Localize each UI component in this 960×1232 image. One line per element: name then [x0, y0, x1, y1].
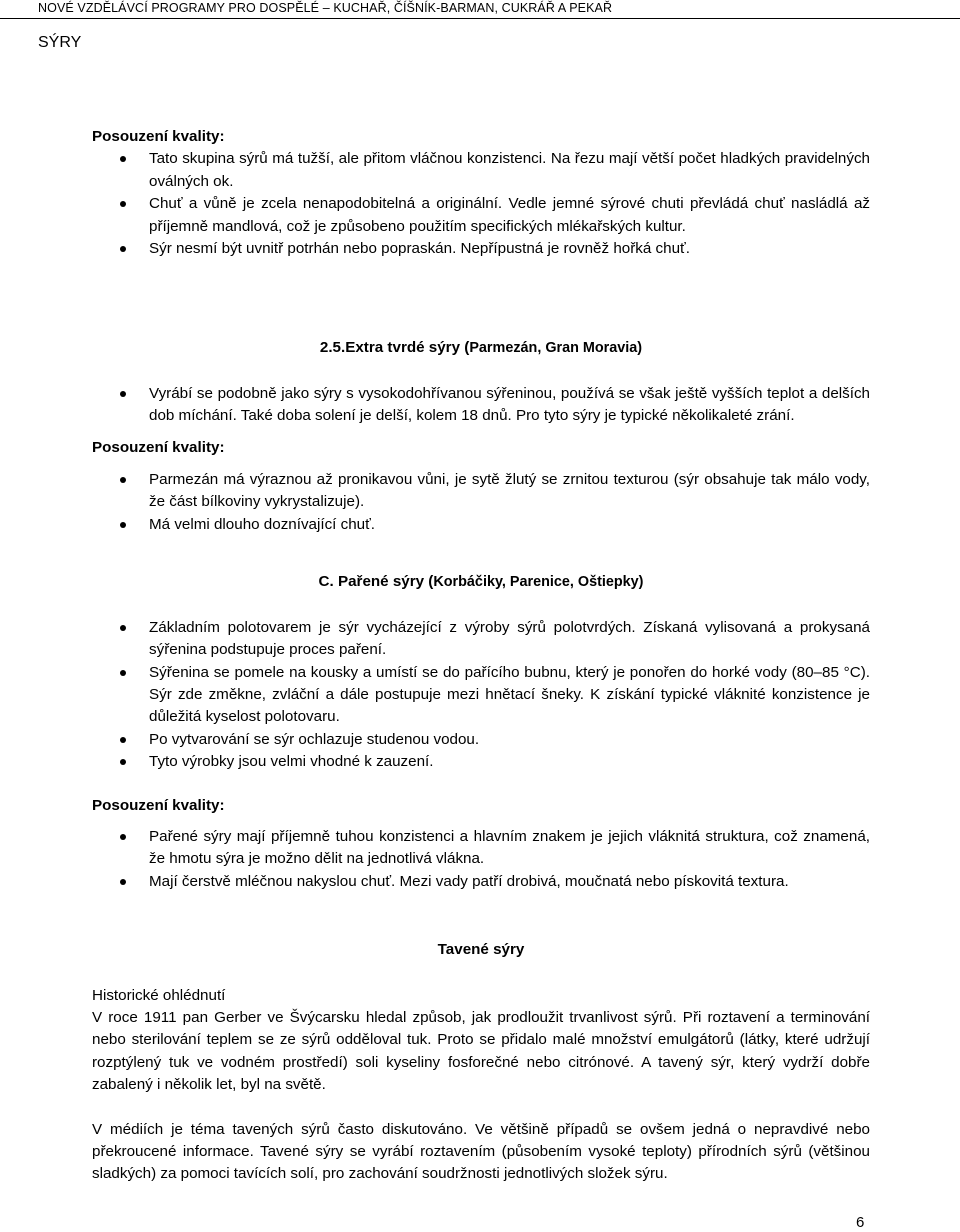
quality-list — [92, 826, 870, 893]
running-header: NOVÉ VZDĚLÁVCÍ PROGRAMY PRO DOSPĚLÉ – KUCHAŘ, ČÍŠNÍK-BARMAN, CUKRÁŘ A PEKAŘ — [38, 1, 613, 15]
section-heading-main: C. Pařené sýry ( — [318, 573, 434, 591]
list-item: Po vytvarování se sýr ochlazuje studenou vodou. — [92, 729, 870, 751]
history-paragraph: V roce 1911 pan Gerber ve Švýcarsku hledal způsob, jak prodloužit trvanlivost sýrů. Při roztavení a terminování nebo sterilování teplem se ze sýrů odděloval tuk. Proto se přidalo malé množství emulgátorů (látky, které udržují rozptýlený tuk ve vodném prostředí) soli kyseliny fosforečné nebo citrónové. A tavený sýr, který vydrží dobře zabalený i několik let, byl na světě. — [92, 1008, 870, 1094]
section-heading-sub: Parmezán, Gran Moravia) — [469, 340, 643, 357]
media-paragraph: V médiích je téma tavených sýrů často diskutováno. Ve většině případů se ovšem jedná o nepravdivé nebo překroucené informace. Tavené sýry se vyrábí roztavením (působením vysoké teploty) přírodních sýrů (většinou sladkých) za pomoci tavících solí, pro zachování soudržnosti jednotlivých složek sýru. — [92, 1120, 870, 1183]
section-heading-main: 2.5.Extra tvrdé sýry ( — [319, 339, 470, 357]
list-item: Mají čerstvě mléčnou nakyslou chuť. Mezi vady patří drobivá, moučnatá nebo pískovitá textura. — [92, 871, 870, 893]
quality-label: Posouzení kvality: — [92, 796, 225, 814]
list-item: Základním polotovarem je sýr vycházející z výroby sýrů polotvrdých. Získaná vylisovaná a prokysaná sýřenina podstupuje proces paření. — [92, 617, 870, 662]
section-heading — [92, 571, 870, 593]
quality-list — [92, 469, 870, 536]
quality-label: Posouzení kvality: — [92, 128, 225, 145]
section-heading — [92, 337, 870, 359]
page-content — [92, 126, 870, 1186]
list-item: Chuť a vůně je zcela nenapodobitelná a originální. Vedle jemné sýrové chuti převládá chuť nasládlá až příjemně mandlová, což je způsobeno použitím specifických mlékařských kultur. — [92, 193, 870, 238]
list-item: Sýr nesmí být uvnitř potrhán nebo popraskán. Nepřípustná je rovněž hořká chuť. — [92, 238, 870, 260]
list-item: Vyrábí se podobně jako sýry s vysokodohřívanou sýřeninou, používá se však ještě vyšších teplot a delších dob míchání. Také doba solení je delší, kolem 18 dnů. Pro tyto sýry je typické několikaleté zrání. — [92, 383, 870, 428]
list-item: Parmezán má výraznou až pronikavou vůni, je sytě žlutý se zrnitou texturou (sýr obsahuje tak málo vody, že část bílkoviny vykrystalizuje). — [92, 469, 870, 514]
history-label: Historické ohlédnutí — [92, 986, 226, 1004]
list-item: Tyto výrobky jsou velmi vhodné k zauzení. — [92, 751, 870, 773]
quality-label: Posouzení kvality: — [92, 438, 225, 456]
header-divider — [0, 18, 960, 19]
description-list — [92, 617, 870, 774]
description-list — [92, 383, 870, 428]
list-item: Má velmi dlouho doznívající chuť. — [92, 514, 870, 536]
chapter-title: SÝRY — [38, 34, 82, 51]
section-heading-sub: Korbáčiky, Parenice, Oštiepky) — [433, 574, 644, 591]
list-item: Sýřenina se pomele na kousky a umístí se do pařícího bubnu, který je ponořen do horké vody (80–85 °C). Sýr zde změkne, zvláční a dále postupuje mezi hnětací šneky. K získání typické vláknité konzistence je důležitá kyselost polotovaru. — [92, 662, 870, 729]
page-number: 6 — [856, 1214, 865, 1231]
list-item: Pařené sýry mají příjemně tuhou konzistenci a hlavním znakem je jejich vláknitá struktura, což znamená, že hmotu sýra je možno dělit na jednotlivá vlákna. — [92, 826, 870, 871]
section-heading: Tavené sýry — [437, 941, 525, 959]
quality-list — [92, 148, 870, 260]
list-item: Tato skupina sýrů má tužší, ale přitom vláčnou konzistenci. Na řezu mají větší počet hladkých pravidelných oválných ok. — [92, 148, 870, 193]
